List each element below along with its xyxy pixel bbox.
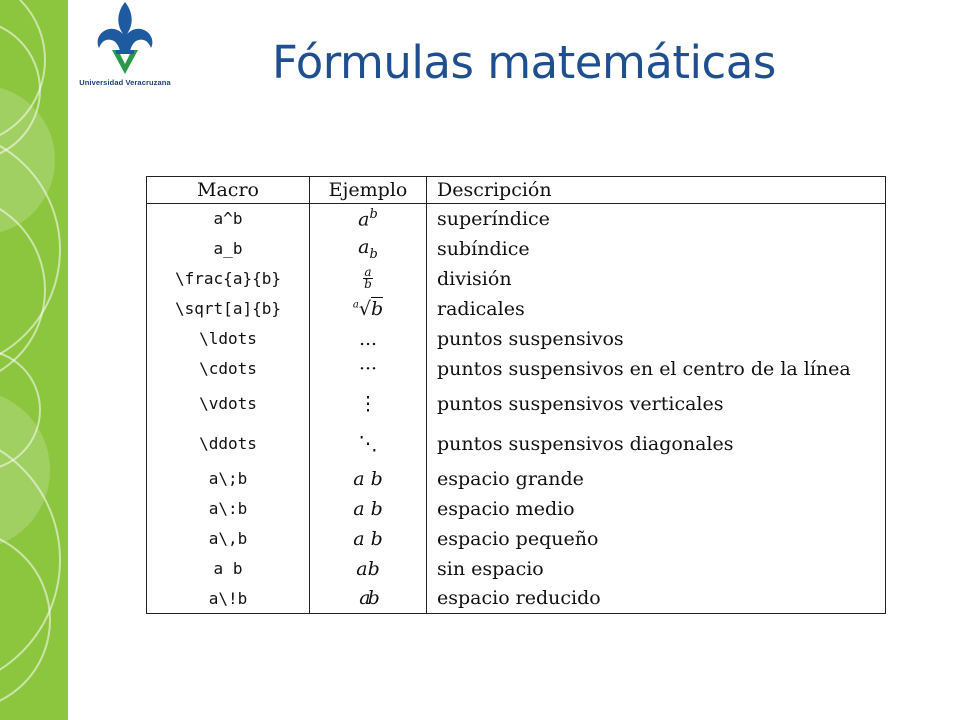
example-cell [310,294,427,324]
header-macro: Macro [147,177,310,204]
latex-macro-table [146,176,886,614]
description-cell: subíndice [427,234,886,264]
table-row [147,584,886,614]
table-header-row [147,177,886,204]
table-row [147,264,886,294]
example-cell: ⋮ [310,384,427,424]
example-cell: ⋱ [310,424,427,464]
header-description: Descripción [427,177,886,204]
example-subscript: $a_b$ [358,235,378,262]
macro-cell: a^b [147,204,310,234]
description-cell: superíndice [427,204,886,234]
page-title: Fórmulas matemáticas [272,36,776,89]
example-superscript: $a^b$ [358,207,378,231]
description-cell: espacio grande [427,464,886,494]
description-cell: espacio medio [427,494,886,524]
example-fraction: $\frac{a}{b}$ [364,265,372,292]
example-cell: ... [310,324,427,354]
table-row [147,204,886,234]
example-cell: ab [310,554,427,584]
description-cell: radicales [427,294,886,324]
side-decorative-band [0,0,68,720]
description-cell: espacio pequeño [427,524,886,554]
macro-cell: a\,b [147,524,310,554]
header-example: Ejemplo [310,177,427,204]
fleur-de-lis-icon [90,0,160,76]
description-cell: división [427,264,886,294]
example-cell: ··· [310,354,427,384]
table-row [147,324,886,354]
decorative-arcs [0,0,68,720]
description-cell: puntos suspensivos [427,324,886,354]
macro-cell: \vdots [147,384,310,424]
example-cell [310,204,427,234]
macro-cell: \ddots [147,424,310,464]
table-row [147,424,886,464]
macro-cell: \sqrt[a]{b} [147,294,310,324]
logo-caption: Universidad Veracruzana [79,78,171,87]
macro-cell: a b [147,554,310,584]
macro-cell: \frac{a}{b} [147,264,310,294]
description-cell: puntos suspensivos verticales [427,384,886,424]
table-row [147,494,886,524]
example-cell: ab [310,584,427,614]
example-cell [310,264,427,294]
macro-cell: a\!b [147,584,310,614]
table-row [147,384,886,424]
description-cell: puntos suspensivos en el centro de la línea [427,354,886,384]
macro-cell: \ldots [147,324,310,354]
example-cell: a b [310,524,427,554]
example-radical: $^a$√b [352,297,384,320]
table-row [147,554,886,584]
university-logo [72,0,178,92]
example-cell: a b [310,464,427,494]
macro-cell: a\:b [147,494,310,524]
table-row [147,354,886,384]
table-row [147,524,886,554]
example-cell [310,234,427,264]
description-cell: sin espacio [427,554,886,584]
description-cell: espacio reducido [427,584,886,614]
table-row [147,464,886,494]
macro-cell: a\;b [147,464,310,494]
table-row [147,294,886,324]
table-row [147,234,886,264]
description-cell: puntos suspensivos diagonales [427,424,886,464]
example-cell: a b [310,494,427,524]
macro-cell: a_b [147,234,310,264]
macro-cell: \cdots [147,354,310,384]
